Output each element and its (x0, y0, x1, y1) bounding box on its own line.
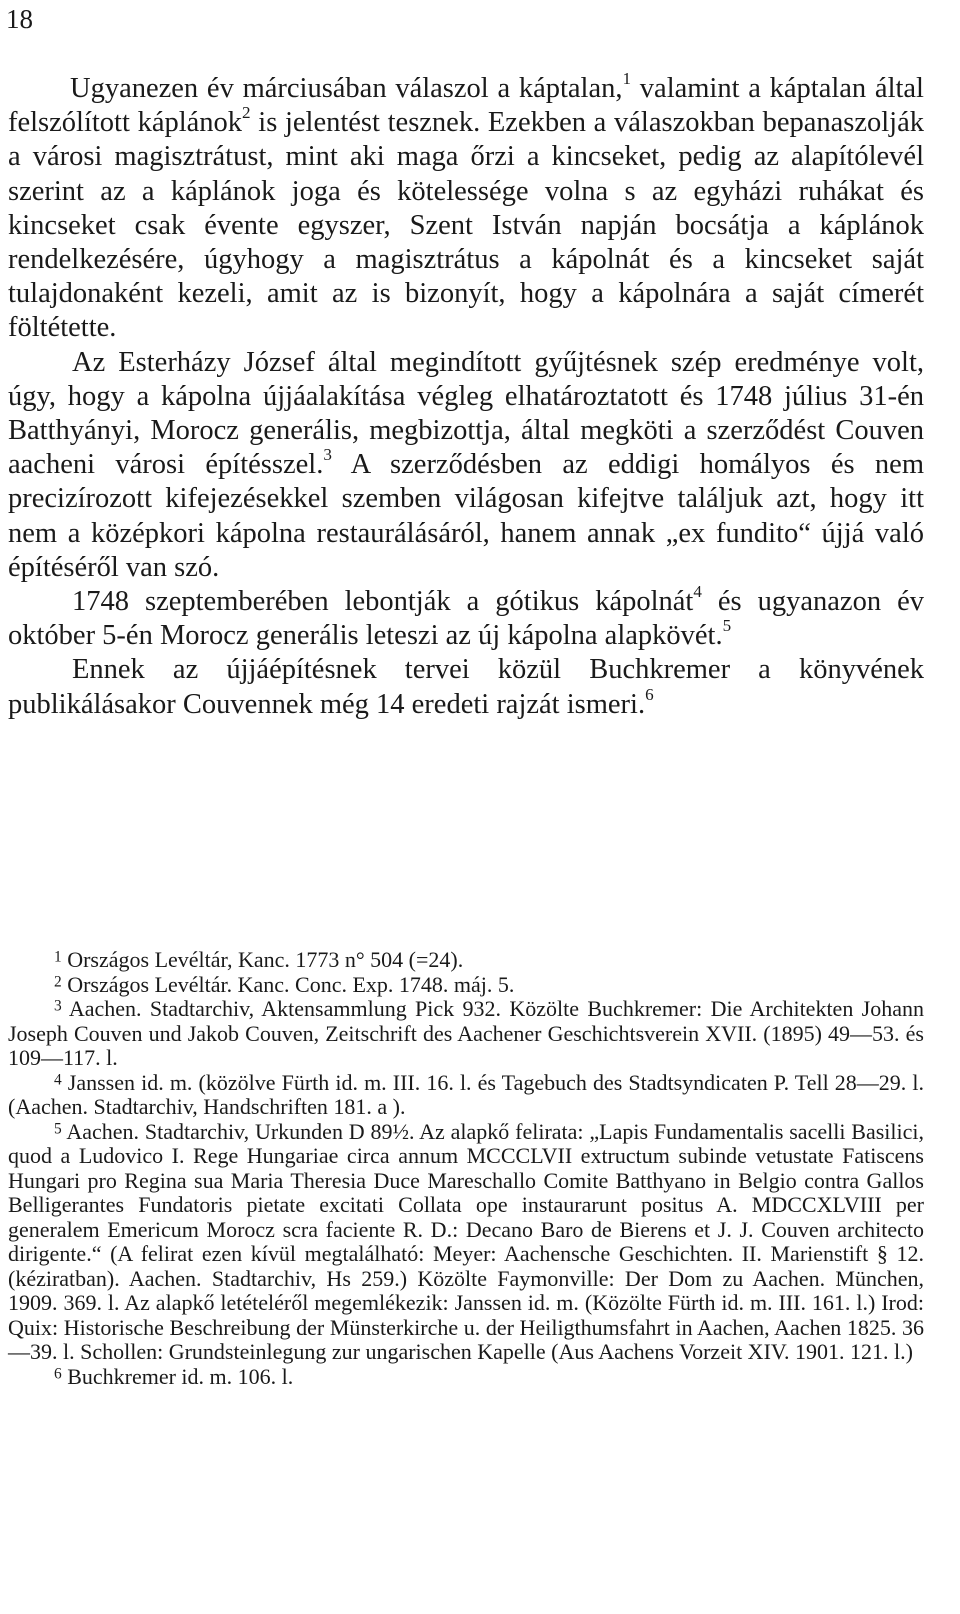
paragraph-1 (8, 69, 924, 346)
paragraph-3 (8, 582, 924, 653)
paragraph-text: Ennek az újjáépítésnek tervei közül Buchkremer a könyvének publikálásakor Couvennek még 14 eredeti rajzát ismeri. (8, 654, 924, 720)
page-number: 18 (6, 4, 33, 34)
footnote-1 (8, 948, 924, 973)
paragraph-text: Ugyanezen év márciusában válaszol a káptalan, (70, 73, 623, 104)
footnote-2 (8, 973, 924, 998)
paragraph-4 (8, 653, 924, 721)
footnote-6 (8, 1365, 924, 1390)
footnote-number: 2 (54, 973, 62, 991)
footnote-ref: 6 (645, 684, 654, 704)
footnote-ref: 4 (693, 582, 702, 602)
footnote-number: 4 (54, 1071, 62, 1089)
paragraph-text: és ugyanazon év október 5-én Morocz generális leteszi az új kápolna alapkövét. (8, 586, 924, 652)
footnotes (8, 948, 924, 1389)
footnote-number: 5 (54, 1120, 62, 1138)
main-text (8, 69, 925, 722)
footnote-ref: 3 (323, 445, 332, 465)
footnote-ref: 5 (722, 616, 732, 636)
footnote-text: Buchkremer id. m. 106. l. (61, 1363, 294, 1389)
footnote-ref: 2 (242, 103, 251, 123)
footnote-text: Aachen. Stadtarchiv, Aktensammlung Pick 932. Közölte Buchkremer: Die Architekten Johann Joseph Couven und Jakob Couven, Zeitschrift des Aachener Geschichtsverein XVII. (1895) 49—53. és 109—117. l. (8, 996, 924, 1070)
footnote-3 (8, 997, 924, 1071)
footnote-text: Országos Levéltár, Kanc. 1773 n° 504 (=24). (61, 947, 464, 972)
footnote-number: 6 (54, 1365, 62, 1383)
paragraph-text: A szerződésben az eddigi homályos és nem precizírozott kifejezésekkel szemben világosan kifejtve találjuk azt, hogy itt nem a középkori kápolna restaurálásáról, hanem annak „ex fundito“ újjá való építéséről van szó. (8, 449, 925, 583)
footnote-text: Országos Levéltár. Kanc. Conc. Exp. 1748. máj. 5. (61, 971, 515, 997)
footnote-text: Aachen. Stadtarchiv, Urkunden D 89½. Az alapkő felirata: „Lapis Fundamentalis sacelli Basilici, quod a Ludovico I. Rege Hungariae circa annum MCCCLVII extructum subinde vetustate Fatiscens Hungari pro Regina sua Maria Theresia Duce Mareschallo Comite Batthyano in Belgio contra Gallos Belligerantes Fundatoris pietate excitati Collata ope instaurarunt positus A. MDCCXLVIII per generalem Emericum Morocz scra faciente R. D.: Decano Baro de Bierens et J. J. Couven architecto dirigente.“ (A felirat ezen kívül megtalálható: Meyer: Aachensche Geschichten. II. Marienstift § 12. (kéziratban). Aachen. Stadtarchiv, Hs 259.) Közölte Faymonville: Der Dom zu Aachen. München, 1909. 369. l. Az alapkő letételéről megemlékezik: Janssen id. m. (Közölte Fürth id. m. III. 161. l.) Irod: Quix: Historische Beschreibung der Münsterkirche u. der Heiligthumsfahrt in Aachen, Aachen 1825. 36—39. l. Schollen: Grundsteinlegung zur ungarischen Kapelle (Aus Aachens Vorzeit XIV. 1901. 121. l.) (8, 1118, 924, 1364)
paragraph-text: Az Esterházy József által megindított gyűjtésnek szép eredménye volt, úgy, hogy a kápolna újjáalakítása végleg elhatároztatott és 1748 július 31-én Batthyányi, Morocz generális, megbizottja, által megköti a szerződést Couven aacheni városi építésszel. (8, 346, 924, 481)
paragraph-text: is jelentést tesznek. Ezekben a válaszokban bepanaszolják a városi magisztrátust, mint aki maga őrzi a kincseket, pedig az alapítólevél szerint az a káplánok joga és kötelessége volna s az egyházi ruhákat és kincseket csak évente egyszer, Szent István napján bocsátja a káplánok rendelkezésére, úgyhogy a magisztrátus a kápolnát és a kincseket saját tulajdonaként kezeli, amit az is bizonyít, hogy a kápolnára a saját címerét föltétette. (8, 107, 924, 344)
footnote-text: Janssen id. m. (közölve Fürth id. m. III. 16. l. és Tagebuch des Stadtsyndicaten P. Tell 28—29. l. (Aachen. Stadtarchiv, Handschriften 181. a ). (8, 1069, 924, 1119)
footnote-4 (8, 1071, 924, 1120)
footnote-number: 3 (54, 997, 62, 1015)
paragraph-2 (8, 346, 924, 585)
paragraph-text: 1748 szeptemberében lebontják a gótikus kápolnát (72, 586, 694, 618)
paragraph-text: valamint a káptalan által felszólított káplánok (8, 73, 924, 139)
footnote-5 (8, 1120, 924, 1365)
footnote-ref: 1 (622, 69, 632, 89)
footnote-number: 1 (54, 948, 62, 966)
